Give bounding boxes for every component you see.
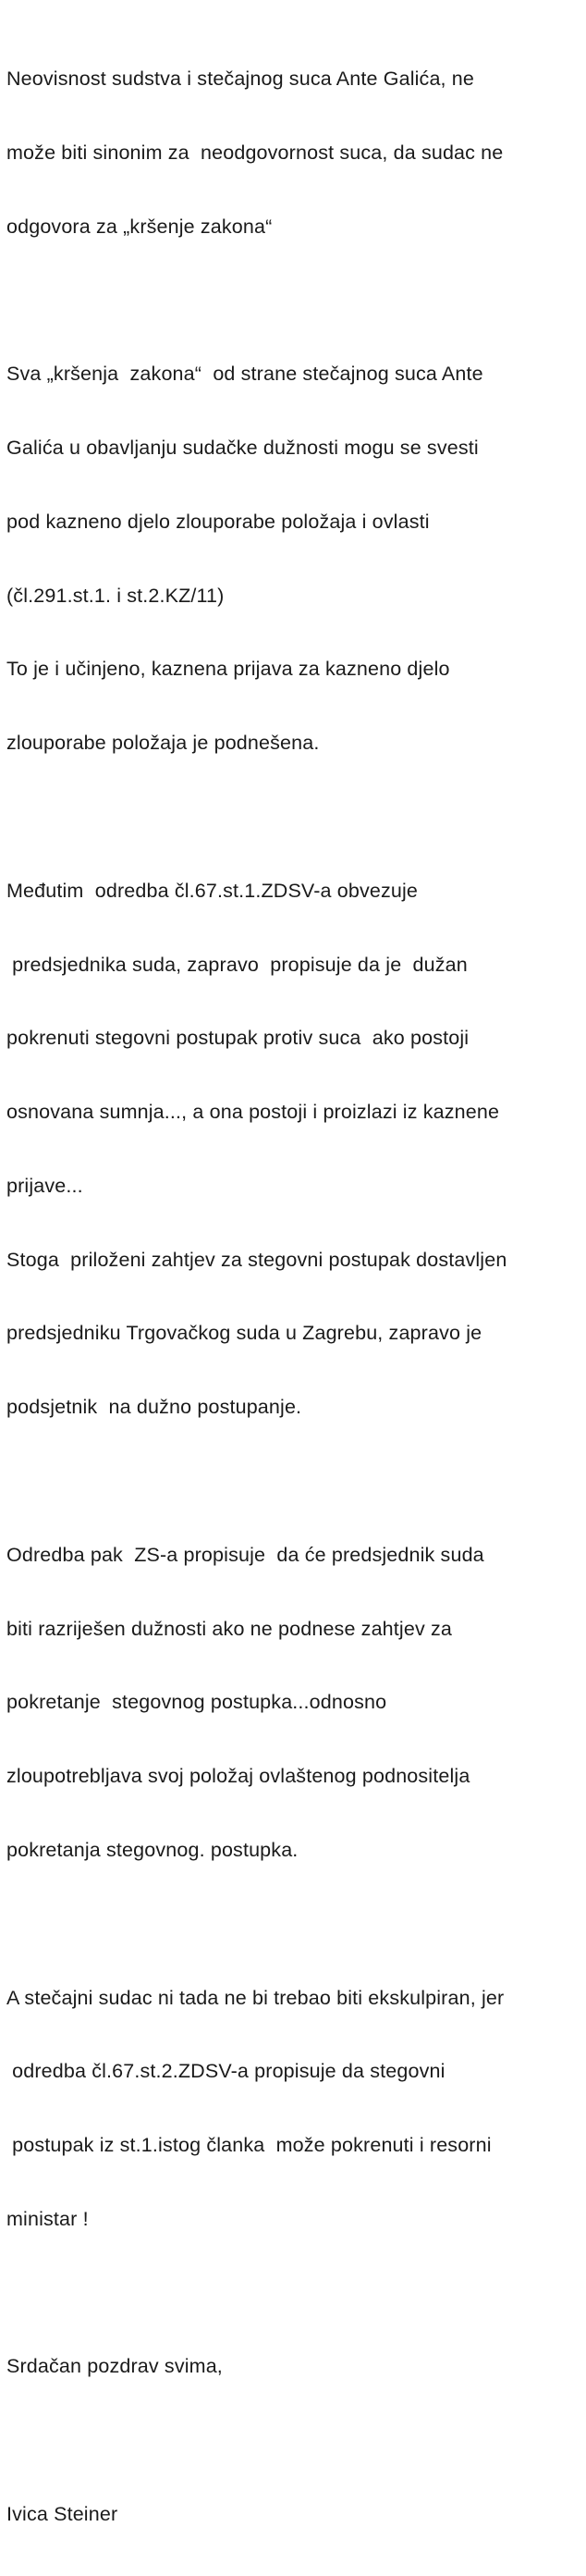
text-line: A stečajni sudac ni tada ne bi trebao biti ekskulpiran, jer: [6, 1986, 505, 2009]
text-line: pokretanje stegovnog postupka...odnosno: [6, 1691, 387, 1714]
text-line: odgovora za „kršenje zakona“: [6, 215, 273, 238]
text-line: ministar !: [6, 2207, 89, 2230]
text-line: prijave...: [6, 1174, 83, 1197]
text-line: Međutim odredba čl.67.st.1.ZDSV-a obvezuje: [6, 879, 419, 902]
text-line: zlouporabe položaja je podnešena.: [6, 732, 320, 755]
text-line: (čl.291.st.1. i st.2.KZ/11): [6, 584, 225, 607]
text-line: Galića u obavljanju sudačke dužnosti mogu se svesti: [6, 437, 479, 460]
text-line: Stoga priloženi zahtjev za stegovni postupak dostavljen: [6, 1248, 507, 1271]
text-line: Sva „kršenja zakona“ od strane stečajnog suca Ante: [6, 363, 483, 386]
paragraph-minister: [6, 1936, 583, 2280]
paragraph-intro: [6, 18, 583, 289]
text-line: može biti sinonim za neodgovornost suca, da sudac ne: [6, 141, 504, 164]
paragraph-criminal-report: [6, 313, 583, 805]
text-line: biti razriješen dužnosti ako ne podnese zahtjev za: [6, 1617, 452, 1640]
text-line: odredba čl.67.st.2.ZDSV-a propisuje da stegovni: [6, 2060, 446, 2083]
signature: [6, 2453, 583, 2576]
text-line: Ivica Steiner: [6, 2502, 118, 2525]
greeting: [6, 2305, 583, 2428]
text-line: predsjedniku Trgovačkog suda u Zagrebu, zapravo je: [6, 1322, 482, 1345]
text-line: To je i učinjeno, kaznena prijava za kazneno djelo: [6, 658, 450, 681]
text-line: Neovisnost sudstva i stečajnog suca Ante Galića, ne: [6, 68, 475, 91]
paragraph-gap: [6, 2281, 583, 2306]
text-line: Odredba pak ZS-a propisuje da će predsjednik suda: [6, 1543, 484, 1566]
paragraph-gap: [6, 805, 583, 830]
text-line: postupak iz st.1.istog članka može pokrenuti i resorni: [6, 2134, 492, 2157]
paragraph-gap: [6, 1912, 583, 1937]
text-line: pod kazneno djelo zlouporabe položaja i ovlasti: [6, 510, 430, 533]
paragraph-gap: [6, 1469, 583, 1494]
text-line: osnovana sumnja..., a ona postoji i proizlazi iz kaznene: [6, 1101, 500, 1124]
text-line: Srdačan pozdrav svima,: [6, 2355, 223, 2378]
paragraph-disciplinary-request: [6, 830, 583, 1469]
message-body: [6, 18, 583, 2576]
text-line: zloupotrebljava svoj položaj ovlaštenog podnositelja: [6, 1765, 470, 1788]
paragraph-court-act: [6, 1494, 583, 1912]
text-line: podsjetnik na dužno postupanje.: [6, 1396, 302, 1419]
text-line: pokretanja stegovnog. postupka.: [6, 1838, 299, 1861]
paragraph-gap: [6, 289, 583, 314]
text-line: pokrenuti stegovni postupak protiv suca ako postoji: [6, 1027, 470, 1050]
text-line: predsjednika suda, zapravo propisuje da je dužan: [6, 953, 468, 976]
paragraph-gap: [6, 2428, 583, 2453]
